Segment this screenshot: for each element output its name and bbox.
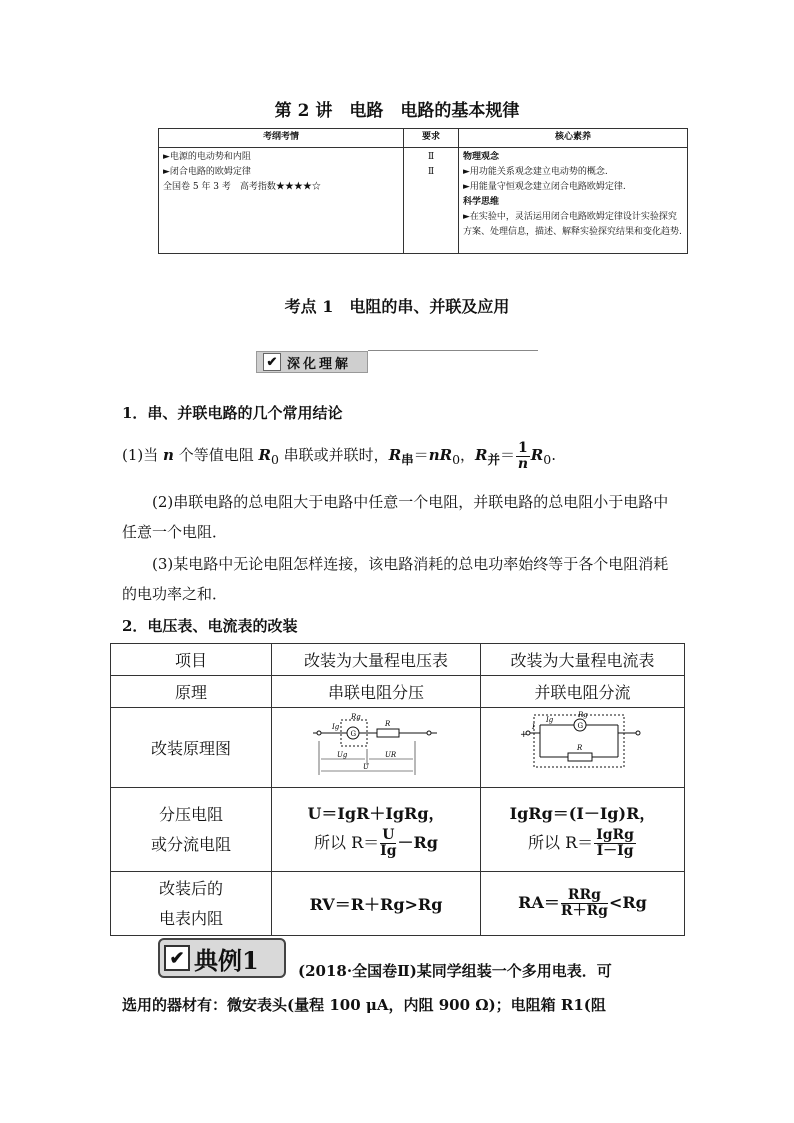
overview-header-2: 要求 [404, 129, 459, 148]
deep-understanding-banner [256, 351, 368, 373]
formula-suffix: <Rg [608, 893, 647, 912]
heading-conclusions: 1．串、并联电路的几个常用结论 [122, 404, 343, 422]
exam-frequency: 全国卷 5 年 3 考 高考指数★★★★☆ [163, 182, 321, 192]
conv-principle-ammeter: 并联电阻分流 [481, 676, 685, 708]
banner-divider [368, 350, 538, 351]
paragraph-power-sum: (3)某电路中无论电阻怎样连接，该电路消耗的总电功率始终等于各个电阻消耗的电功率之和． [122, 555, 669, 603]
formula-fraction [594, 828, 636, 859]
literacy-heading: 物理观念 [463, 152, 500, 162]
checkmark-icon: ✔ [164, 945, 190, 971]
syllabus-item: ►闭合电路的欧姆定律 [163, 167, 251, 177]
ammeter-divider-formula-cell [481, 788, 685, 872]
galvanometer-label: G [577, 721, 583, 730]
label-r: R [385, 719, 391, 728]
frac-den: n [517, 455, 528, 472]
p1-text: ＝ [413, 446, 429, 464]
p1-sub: 0 [452, 452, 461, 467]
p1-sub: 并 [487, 452, 501, 467]
p1-text: 个等值电阻 [173, 446, 259, 464]
label-ig: Ig [545, 715, 553, 724]
ammeter-internal-resistance-cell [481, 872, 685, 936]
p1-var-r: R [475, 446, 488, 464]
conv-header-ammeter: 改装为大量程电流表 [481, 644, 685, 676]
ammeter-formula-1: IgRg＝(I－Ig)R， [509, 804, 656, 823]
literacy-item: ►用功能关系观念建立电动势的概念. [463, 167, 608, 177]
fraction-one-over-n [516, 441, 530, 472]
p1-sub: 0 [270, 452, 279, 467]
overview-requirement-cell [404, 148, 459, 254]
paragraph-equal-resistors [122, 440, 682, 475]
conv-resistance-label: 电表内阻 [158, 908, 223, 928]
conv-divider-label: 或分流电阻 [150, 834, 231, 854]
heading-meter-conversion: 2．电压表、电流表的改装 [122, 617, 298, 635]
p1-var-r: R [530, 446, 544, 464]
p1-text: ， [460, 446, 476, 464]
p1-var-n: n [163, 446, 174, 464]
voltmeter-divider-formula-cell [272, 788, 481, 872]
formula-prefix: 所以 R＝ [314, 833, 380, 852]
literacy-heading: 科学思维 [463, 197, 500, 207]
example-badge [158, 938, 286, 978]
literacy-item: ►用能量守恒观念建立闭合电路欧姆定律. [463, 182, 626, 192]
conv-divider-label-cell [111, 788, 272, 872]
literacy-item: 方案、处理信息，描述、解释实验探究结果和变化趋势. [463, 227, 682, 237]
overview-header-3: 核心素养 [459, 129, 688, 148]
ammeter-circuit-diagram [518, 711, 648, 781]
label-r: R [576, 743, 582, 752]
frac-num: U [380, 828, 396, 844]
frac-den: R＋Rg [560, 903, 608, 919]
conv-diagram-label: 改装原理图 [111, 708, 272, 788]
conv-resistance-label-cell [111, 872, 272, 936]
checkmark-icon: ✔ [263, 353, 281, 371]
formula-prefix: RA＝ [518, 893, 560, 912]
formula-fraction [380, 828, 396, 859]
label-ur: UR [385, 750, 397, 759]
p1-text: ＝ [500, 446, 516, 464]
ammeter-circuit-cell [481, 708, 685, 788]
conv-header-item: 项目 [111, 644, 272, 676]
label-ig: Ig [332, 722, 340, 731]
p1-var-nr: nR [428, 446, 453, 464]
overview-table [158, 128, 688, 254]
p1-var-r: R [258, 446, 271, 464]
p1-text: 串联或并联时， [278, 446, 389, 464]
example-text-line2: 选用的器材有：微安表头(量程 100 μA，内阻 900 Ω)；电阻箱 R1(阻 [122, 996, 606, 1014]
p1-var-r: R [388, 446, 402, 464]
conv-header-voltmeter: 改装为大量程电压表 [272, 644, 481, 676]
p1-sub: 0 [543, 452, 552, 467]
conv-principle-voltmeter: 串联电阻分压 [272, 676, 481, 708]
galvanometer-label: G [350, 729, 357, 738]
formula-suffix: －Rg [397, 833, 438, 852]
paragraph-series-parallel: (2)串联电路的总电阻大于电路中任意一个电阻，并联电路的总电阻小于电路中任意一个电阻． [122, 493, 669, 541]
overview-syllabus-cell [159, 148, 404, 254]
literacy-item: ►在实验中，灵活运用闭合电路欧姆定律设计实验探究 [463, 212, 677, 222]
page-title: 第 2 讲 电路 电路的基本规律 [274, 101, 520, 121]
meter-conversion-table [110, 643, 685, 936]
requirement-level: Ⅱ [427, 167, 435, 177]
frac-num: RRg [561, 888, 608, 904]
overview-literacy-cell [459, 148, 688, 254]
syllabus-item: ►电源的电动势和内阻 [163, 152, 251, 162]
frac-den: I－Ig [596, 843, 634, 859]
section-title: 考点 1 电阻的串、并联及应用 [284, 297, 510, 316]
overview-header-1: 考纲考情 [159, 129, 404, 148]
label-rg: Rg [351, 712, 361, 721]
formula-fraction [561, 888, 608, 919]
p1-text: (1)当 [122, 446, 164, 464]
frac-num: IgRg [596, 827, 634, 843]
voltmeter-internal-resistance: RV＝R＋Rg>Rg [272, 872, 481, 936]
label-rg: Rg [577, 710, 588, 719]
conv-resistance-label: 改装后的 [158, 878, 223, 898]
voltmeter-circuit-diagram [311, 711, 441, 781]
voltmeter-circuit-cell [272, 708, 481, 788]
voltmeter-formula-1: U＝IgR＋IgRg， [307, 804, 445, 823]
conv-principle-label: 原理 [111, 676, 272, 708]
example-text-line1: (2018·全国卷Ⅱ)某同学组装一个多用电表．可 [298, 962, 612, 980]
frac-den: Ig [380, 843, 397, 859]
label-i: I [531, 722, 535, 731]
banner-label: 深化理解 [287, 356, 352, 372]
conv-divider-label: 分压电阻 [158, 804, 223, 824]
plus-terminal-label: + [519, 729, 528, 740]
p1-text: . [551, 446, 556, 464]
p1-sub: 串 [401, 452, 414, 467]
label-u: U [363, 762, 369, 771]
formula-prefix: 所以 R＝ [528, 833, 594, 852]
requirement-level: Ⅱ [427, 152, 435, 162]
label-ug: Ug [337, 750, 348, 759]
frac-num: 1 [518, 439, 528, 456]
example-label: 典例1 [194, 945, 259, 975]
voltmeter-formula-2 [276, 828, 476, 859]
ammeter-formula-2 [485, 828, 680, 859]
